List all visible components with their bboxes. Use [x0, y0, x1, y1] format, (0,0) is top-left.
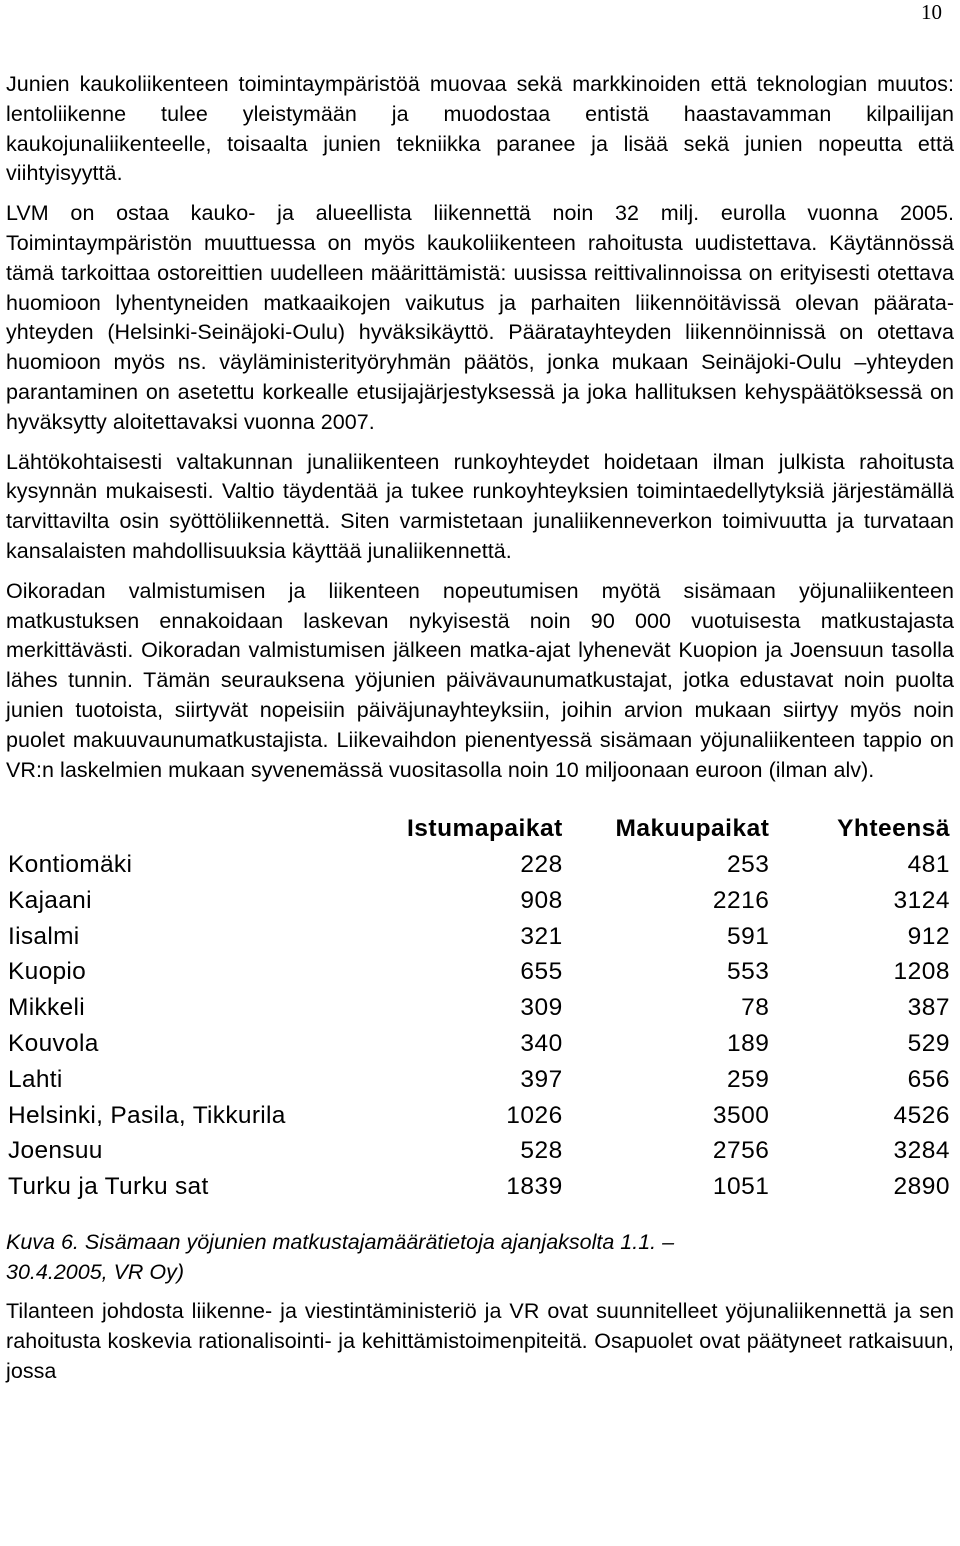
paragraph-3: Lähtökohtaisesti valtakunnan junaliikenteen runkoyhteydet hoidetaan ilman julkista rahoitusta kysynnän mukaisesti. Valtio täydentää ja tukee runkoyhteyksien toimintaedellytyksiä järjestämällä tarvittavilta osin syöttöliikennettä. Siten varmistetaan junaliikenneverkon toimivuutta ja turvataan kansalaisten mahdollisuuksia käyttää junaliikennettä. [6, 449, 954, 563]
station-name: Kouvola [8, 1030, 99, 1057]
total-value: 3124 [893, 886, 950, 914]
istuma-value: 1839 [506, 1173, 563, 1201]
makuu-value: 78 [741, 994, 770, 1022]
istuma-value: 340 [520, 1030, 563, 1057]
makuu-value: 259 [727, 1065, 770, 1093]
istuma-value: 655 [520, 958, 563, 986]
makuu-value: 253 [727, 851, 770, 879]
istuma-value: 397 [520, 1065, 563, 1093]
caption-line-1: Kuva 6. Sisämaan yöjunien matkustajamäärätietoja ajanjaksolta 1.1. – [6, 1230, 675, 1255]
station-name: Helsinki, Pasila, Tikkurila [8, 1101, 286, 1129]
table-row [4, 847, 950, 883]
station-name: Kuopio [8, 958, 87, 986]
total-value: 387 [907, 994, 950, 1022]
istuma-value: 528 [520, 1137, 563, 1165]
table-row [4, 990, 950, 1026]
table-row [4, 1026, 950, 1062]
total-value: 481 [907, 851, 950, 879]
station-name: Iisalmi [8, 922, 80, 950]
station-name: Joensuu [8, 1137, 103, 1165]
header-makuupaikat: Makuupaikat [615, 815, 770, 843]
paragraph-4: Oikoradan valmistumisen ja liikenteen nopeutumisen myötä sisämaan yöjunaliikenteen matkustuksen ennakoidaan laskevan nykyisestä noin 90 000 vuotuisesta matkustajasta merkittävästi. Oikoradan valmistumisen jälkeen matka-ajat lyhenevät Kuopion ja Joensuun tasolla lähes tunnin. Tämän seurauksena yöjunien päivävaunumatkustajat, jotka edustavat noin puolta junien tuotoista, siirtyvät nopeisiin päiväjunayhteyksiin, joihin arvion mukaan siirtyy myös noin puolet makuuvaunumatkustajista. Liikevaihdon pienentyessä sisämaan yöjunaliikenteen tappio on VR:n laskelmien mukaan syvenemässä vuositasolla noin 10 miljoonaan euroon (ilman alv). [6, 578, 954, 782]
paragraph-1: Junien kaukoliikenteen toimintaympäristöä muovaa sekä markkinoiden että teknologian muutos: lentoliikenne tulee yleistymään ja muodostaa entistä haastavamman kilpailijan kaukojunaliikenteelle, toisaalta junien tekniikka paranee ja lisää sekä junien nopeutta että viihtyisyyttä. [6, 72, 954, 186]
makuu-value: 3500 [712, 1101, 770, 1129]
makuu-value: 1051 [712, 1173, 770, 1201]
makuu-value: 591 [727, 922, 770, 950]
table-row [4, 955, 950, 991]
istuma-value: 321 [520, 922, 563, 950]
figure-caption [6, 1227, 954, 1287]
total-value: 529 [907, 1030, 950, 1057]
total-value: 1208 [893, 958, 950, 986]
table-row [4, 1062, 950, 1098]
total-value: 656 [907, 1065, 950, 1093]
istuma-value: 309 [520, 994, 563, 1022]
istuma-value: 228 [520, 851, 563, 879]
station-name: Mikkeli [8, 994, 85, 1022]
station-name: Turku ja Turku sat [8, 1173, 209, 1201]
istuma-value: 908 [520, 886, 563, 914]
caption-line-2: 30.4.2005, VR Oy) [6, 1260, 185, 1285]
paragraph-2: LVM on ostaa kauko- ja alueellista liikennettä noin 32 milj. eurolla vuonna 2005. Toimintaympäristön muuttuessa on myös kaukoliikenteen rahoitusta uudistettava. Käytännössä tämä tarkoittaa ostoreittien uudelleen määrittämistä: uusissa reittivalinnoissa on erityisesti otettava huomioon lyhentyneiden matkaaikojen vaikutus ja parhaiten liikennöitävissä olevan pääratayhteyden (Helsinki-Seinäjoki-Oulu) hyväksikäyttö. Pääratayhteyden liikennöinnissä on otettava huomioon myös ns. väyläministerityöryhmän päätös, jonka mukaan Seinäjoki-Oulu –yhteyden parantaminen on asetettu korkealle etusijajärjestyksessä ja joka hallituksen kehyspäätöksessä on hyväksytty aloitettavaksi vuonna 2007. [6, 201, 954, 434]
passenger-table-container [4, 811, 950, 1205]
table-header-row [4, 811, 950, 847]
header-istumapaikat: Istumapaikat [406, 815, 563, 843]
table-row [4, 883, 950, 919]
table-row [4, 1098, 950, 1134]
station-name: Kajaani [8, 886, 92, 914]
station-name: Kontiomäki [8, 851, 133, 879]
station-name: Lahti [8, 1065, 63, 1093]
total-value: 2890 [893, 1173, 950, 1201]
istuma-value: 1026 [506, 1101, 563, 1129]
total-value: 4526 [893, 1101, 950, 1129]
table-row [4, 919, 950, 955]
page-number: 10 [921, 0, 942, 24]
table-row [4, 1169, 950, 1205]
makuu-value: 553 [727, 958, 770, 986]
header-station [4, 811, 364, 847]
makuu-value: 189 [727, 1030, 770, 1057]
paragraph-final: Tilanteen johdosta liikenne- ja viestintäministeriö ja VR ovat suunnitelleet yöjunaliikennettä ja sen rahoitusta koskevia rationalisointi- ja kehittämistoimenpiteitä. Osapuolet ovat päätyneet ratkaisuun, jossa [6, 1299, 954, 1383]
passenger-table [4, 811, 950, 1205]
total-value: 912 [907, 922, 950, 950]
table-row [4, 1134, 950, 1170]
makuu-value: 2756 [712, 1137, 770, 1165]
makuu-value: 2216 [712, 886, 770, 914]
header-yhteensa: Yhteensä [837, 815, 950, 843]
document-body [6, 70, 954, 1396]
total-value: 3284 [893, 1137, 950, 1165]
